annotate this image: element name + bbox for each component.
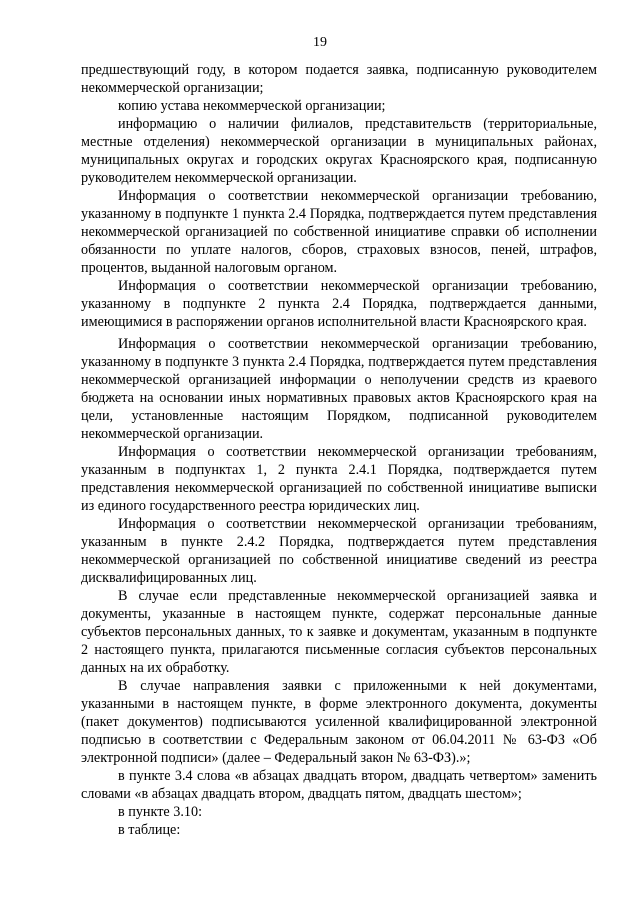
paragraph: предшествующий году, в котором подается заявка, подписанную руководителем некоммерческой организации; — [81, 62, 597, 96]
paragraph: Информация о соответствии некоммерческой организации требованию, указанному в подпункте 1 пункта 2.4 Порядка, подтверждается путем представления некоммерческой организацией по собственной инициативе справки об исполнении обязанности по уплате налогов, сборов, страховых взносов, пеней, штрафов, процентов, выданной налоговым органом. — [81, 188, 597, 276]
paragraph: В случае направления заявки с приложенными к ней документами, указанными в настоящем пункте, в форме электронного документа, документы (пакет документов) подписываются усиленной квалифицированной электронной подписью в соответствии с Федеральным законом от 06.04.2011 № 63-ФЗ «Об электронной подписи» (далее – Федеральный закон № 63-ФЗ).»; — [81, 678, 597, 766]
paragraph: Информация о соответствии некоммерческой организации требованию, указанному в подпункте 3 пункта 2.4 Порядка, подтверждается путем представления некоммерческой организацией информации о неполучении средств из краевого бюджета на основании иных нормативных правовых актов Красноярского края на цели, установленные настоящим Порядком, подписанной руководителем некоммерческой организации. — [81, 336, 597, 442]
paragraph: Информация о соответствии некоммерческой организации требованиям, указанным в подпунктах 1, 2 пункта 2.4.1 Порядка, подтверждается путем представления некоммерческой организацией по собственной инициативе выписки из единого государственного реестра юридических лиц. — [81, 444, 597, 514]
page-number: 19 — [313, 35, 327, 50]
paragraph: копию устава некоммерческой организации; — [118, 98, 386, 114]
paragraph: в пункте 3.4 слова «в абзацах двадцать втором, двадцать четвертом» заменить словами «в абзацах двадцать втором, двадцать пятом, двадцать шестом»; — [81, 768, 597, 802]
document-body — [81, 61, 597, 839]
paragraph: Информация о соответствии некоммерческой организации требованиям, указанным в пункте 2.4.2 Порядка, подтверждается путем представления некоммерческой организацией по собственной инициативе сведений из реестра дисквалифицированных лиц. — [81, 516, 597, 586]
paragraph: в пункте 3.10: — [118, 804, 203, 820]
paragraph: информацию о наличии филиалов, представительств (территориальные, местные отделения) некоммерческой организации в муниципальных районах, муниципальных округах и городских округах Красноярского края, подписанную руководителем некоммерческой организации. — [81, 116, 597, 186]
paragraph: в таблице: — [118, 822, 181, 838]
paragraph: Информация о соответствии некоммерческой организации требованию, указанному в подпункте 2 пункта 2.4 Порядка, подтверждается данными, имеющимися в распоряжении органов исполнительной власти Красноярского края. — [81, 278, 597, 330]
paragraph: В случае если представленные некоммерческой организацией заявка и документы, указанные в настоящем пункте, содержат персональные данные субъектов персональных данных, то к заявке и документам, указанным в подпункте 2 настоящего пункта, прилагаются письменные согласия субъектов персональных данных на их обработку. — [81, 588, 597, 676]
